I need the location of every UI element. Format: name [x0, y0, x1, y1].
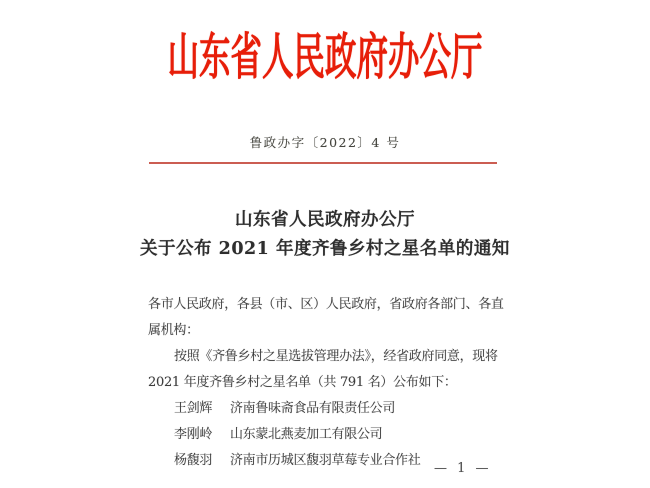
- honoree-name: 杨馥羽: [174, 453, 213, 468]
- honoree-organization: 济南市历城区馥羽草莓专业合作社: [229, 453, 421, 468]
- doc-number: 鲁政办字〔2022〕4 号: [249, 135, 401, 150]
- honoree-name: 王剑辉: [174, 401, 213, 416]
- intro-line1: 按照《齐鲁乡村之星选拔管理办法》，经省政府同意，现将: [174, 349, 498, 364]
- notice-title-line1: 山东省人民政府办公厅: [235, 210, 415, 230]
- honoree-row: [148, 422, 512, 448]
- notice-title-line2: 关于公布 2021 年度齐鲁乡村之星名单的通知: [140, 239, 510, 259]
- honoree-name: 李刚岭: [174, 427, 213, 442]
- notice-title: [0, 206, 650, 264]
- masthead: [0, 28, 650, 86]
- salutation-line1: 各市人民政府，各县（市、区）人民政府，省政府各部门、各直: [148, 297, 504, 312]
- page-number: — 1 —: [434, 461, 492, 476]
- body-text: [148, 292, 512, 474]
- red-divider: [149, 162, 497, 164]
- masthead-title: 山东省人民政府办公厅: [167, 27, 483, 86]
- intro-line2: 2021 年度齐鲁乡村之星名单（共 791 名）公布如下：: [148, 375, 457, 390]
- honoree-row: [148, 396, 512, 422]
- honoree-organization: 济南鲁味斋食品有限责任公司: [229, 401, 396, 416]
- salutation-line2: 属机构：: [148, 323, 199, 338]
- honoree-organization: 山东蒙北燕麦加工有限公司: [229, 427, 383, 442]
